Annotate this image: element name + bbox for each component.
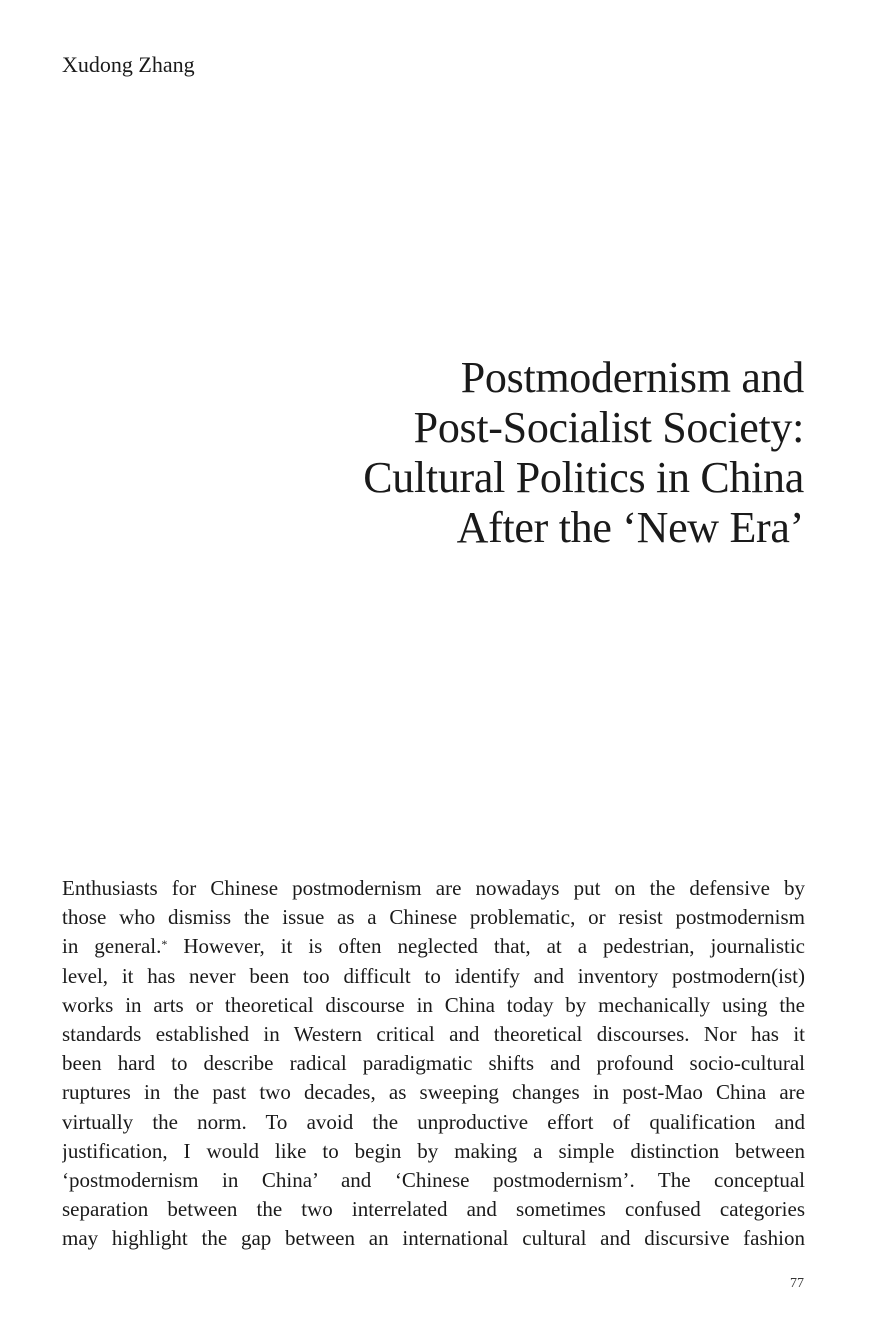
- article-title: [244, 353, 804, 553]
- body-line: virtually the norm. To avoid the unproductive effort of qualification and: [62, 1109, 805, 1134]
- body-line: ruptures in the past two decades, as sweeping changes in post-Mao China are: [62, 1080, 805, 1105]
- body-line: [62, 932, 805, 961]
- body-line: Enthusiasts for Chinese postmodernism are nowadays put on the defensive by: [62, 876, 805, 900]
- body-line: level, it has never been too difficult to identify and inventory postmodern(ist): [62, 963, 805, 988]
- body-line: those who dismiss the issue as a Chinese problematic, or resist postmodernism: [62, 905, 805, 930]
- body-line: been hard to describe radical paradigmatic shifts and profound socio-cultural: [62, 1051, 805, 1076]
- body-line-segment: in general.: [62, 934, 162, 959]
- body-line: standards established in Western critical and theoretical discourses. Nor has it: [62, 1022, 805, 1047]
- body-line: works in arts or theoretical discourse in China today by mechanically using the: [62, 992, 805, 1017]
- body-paragraph: [62, 874, 805, 1254]
- body-line: justification, I would like to begin by making a simple distinction between: [62, 1138, 805, 1163]
- body-line-segment: However, it is often neglected that, at a pedestrian, journalistic: [183, 934, 805, 959]
- body-line: separation between the two interrelated and sometimes confused categories: [62, 1197, 805, 1222]
- title-line: Cultural Politics in China: [363, 453, 804, 502]
- page-number: 77: [790, 1276, 804, 1291]
- author-name: Xudong Zhang: [62, 52, 195, 77]
- title-line: After the ‘New Era’: [456, 503, 804, 552]
- title-line: Postmodernism and: [460, 353, 804, 402]
- title-line: Post-Socialist Society:: [413, 403, 804, 452]
- body-line: may highlight the gap between an international cultural and discursive fashion: [62, 1226, 805, 1251]
- body-line: ‘postmodernism in China’ and ‘Chinese postmodernism’. The conceptual: [62, 1168, 805, 1193]
- footnote-marker[interactable]: *: [161, 937, 168, 952]
